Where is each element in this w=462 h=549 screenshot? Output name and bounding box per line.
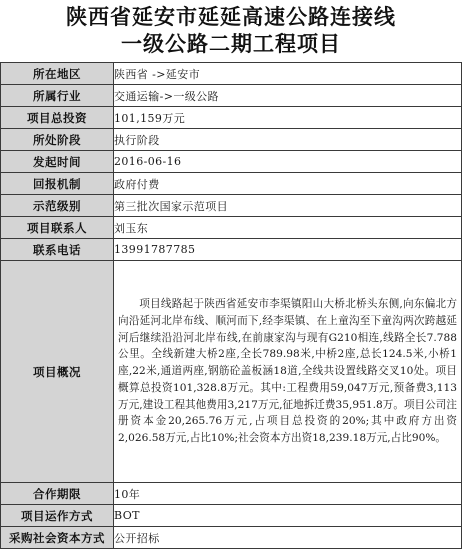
cooperation-term-value: 10年 [114, 483, 462, 505]
region-label: 所在地区 [1, 63, 114, 85]
industry-value: 交通运输->一级公路 [114, 85, 462, 107]
procurement-method-label: 采购社会资本方式 [1, 527, 114, 549]
operation-mode-value: BOT [114, 505, 462, 527]
procurement-method-value: 公开招标 [114, 527, 462, 549]
region-value: 陕西省 ->延安市 [114, 63, 462, 85]
row-initiation-date [1, 151, 462, 173]
row-overview [1, 261, 462, 483]
total-investment-value: 101,159万元 [114, 107, 462, 129]
contact-person-value: 刘玉东 [114, 217, 462, 239]
stage-value: 执行阶段 [114, 129, 462, 151]
demo-level-value: 第三批次国家示范项目 [114, 195, 462, 217]
demo-level-label: 示范级别 [1, 195, 114, 217]
title-line-2: 一级公路二期工程项目 [121, 32, 341, 56]
row-demo-level [1, 195, 462, 217]
contact-phone-label: 联系电话 [1, 239, 114, 261]
return-mechanism-value: 政府付费 [114, 173, 462, 195]
stage-label: 所处阶段 [1, 129, 114, 151]
row-total-investment [1, 107, 462, 129]
contact-phone-value: 13991787785 [114, 239, 462, 261]
overview-label: 项目概况 [1, 261, 114, 483]
total-investment-label: 项目总投资 [1, 107, 114, 129]
project-info-table [0, 62, 462, 549]
page-title [0, 0, 462, 62]
initiation-date-value: 2016-06-16 [114, 151, 462, 173]
row-procurement-method [1, 527, 462, 549]
row-operation-mode [1, 505, 462, 527]
row-region [1, 63, 462, 85]
return-mechanism-label: 回报机制 [1, 173, 114, 195]
row-contact-phone [1, 239, 462, 261]
contact-person-label: 项目联系人 [1, 217, 114, 239]
row-cooperation-term [1, 483, 462, 505]
cooperation-term-label: 合作期限 [1, 483, 114, 505]
overview-text: 项目线路起于陕西省延安市李渠镇阳山大桥北桥头东侧,向东偏北方向沿延河北岸布线、顺河而下,经李渠镇、在上童沟至下童沟两次跨越延河后继续沿沿河北岸布线,在前康家沟与现有G210相连,线路全长7.788公里。全线新建大桥2座,全长789.98米,中桥2座,总长124.5米,小桥1座,22米,通道两座,钢筋砼盖板涵18道,全线共设置线路交叉10处。项目概算总投资101,328.8万元。其中:工程费用59,047万元,预备费3,113万元,建设工程其他费用3,217万元,征地拆迁费35,951.8万。项目公司注册资本金20,265.76万元,占项目总投资的20%;其中政府方出资2,026.58万元,占比10%;社会资本方出资18,239.18万元,占比90%。 [114, 261, 462, 483]
initiation-date-label: 发起时间 [1, 151, 114, 173]
row-contact-person [1, 217, 462, 239]
operation-mode-label: 项目运作方式 [1, 505, 114, 527]
row-stage [1, 129, 462, 151]
title-line-1: 陕西省延安市延延高速公路连接线 [66, 5, 396, 29]
row-return-mechanism [1, 173, 462, 195]
row-industry [1, 85, 462, 107]
industry-label: 所属行业 [1, 85, 114, 107]
